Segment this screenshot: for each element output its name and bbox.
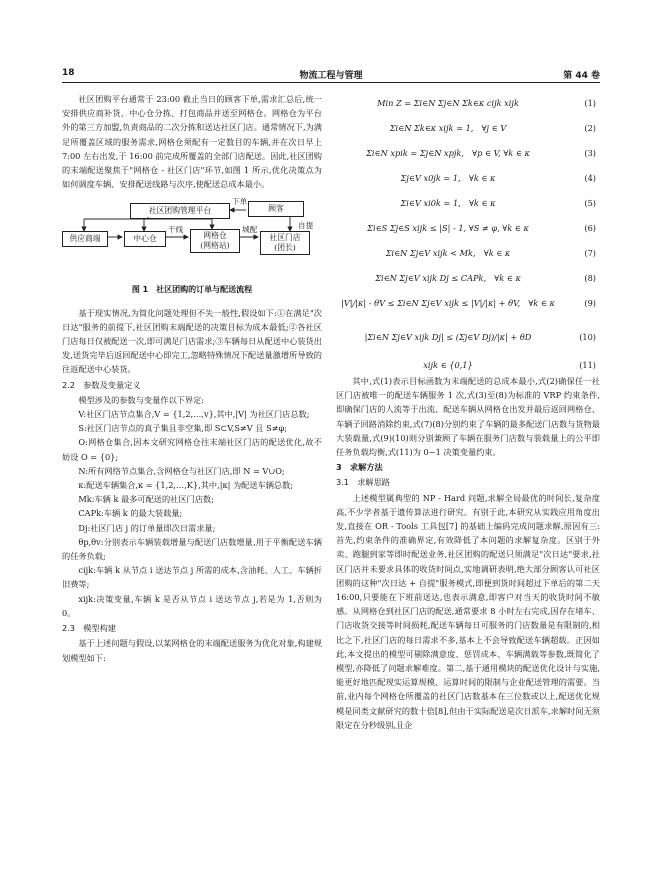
definition: κ:配送车辆集合,κ = {1,2,…,K},其中,|κ| 为配送车辆总数; — [78, 480, 294, 491]
definition: Dj:社区门店 j 的订单量即次日需求量; — [78, 522, 216, 533]
definition: N:所有网络节点集合,含网格仓与社区门店,即 N = V∪O; — [78, 465, 285, 476]
definition: CAPk:车辆 k 的最大装载量; — [78, 508, 183, 519]
customer-box: 顾客 — [248, 201, 304, 217]
equation — [336, 117, 600, 142]
equation-number: (7) — [584, 248, 596, 258]
community-store-box — [260, 231, 310, 255]
section-heading: 2.2 参数及变量定义 — [62, 379, 141, 390]
equation-expr: |V|/|κ| - θV ≤ Σi∈N Σj∈V xijk ≤ |V|/|κ| + θV, ∀k ∈ κ — [341, 298, 555, 308]
section-heading: 2.3 模型构建 — [62, 623, 116, 634]
equation-expr: Σi∈N Σj∈V xijk Dj ≤ CAPk, ∀k ∈ κ — [375, 273, 521, 283]
equation-number: (6) — [584, 223, 596, 233]
equation-number: (1) — [584, 98, 596, 108]
equation-expr: Σi∈V xi0k = 1, ∀k ∈ κ — [400, 198, 496, 208]
self-pickup-label: 自提 — [298, 221, 314, 231]
equation-expr: Σi∈N xpik = Σj∈N xpjk, ∀p ∈ V, ∀k ∈ κ — [366, 148, 530, 158]
right-column — [336, 92, 600, 732]
equation-number: (2) — [584, 123, 596, 133]
volume-label: 第 44 卷 — [563, 71, 600, 81]
equation — [336, 92, 600, 117]
equation-expr: xijk ∈ {0,1} — [423, 360, 473, 370]
city-delivery-label: 城配 — [242, 225, 258, 235]
section-heading: 3 求解方法 — [336, 462, 383, 473]
left-column — [62, 92, 322, 665]
central-warehouse-box: 中心仓 — [124, 231, 166, 247]
definition: 模型涉及的参数与变量作以下界定: — [78, 394, 204, 405]
equation-expr: Σi∈N Σj∈V xijk < Mk, ∀k ∈ κ — [385, 248, 511, 258]
equation-expr: Σi∈N Σk∈κ xijk = 1, ∀j ∈ V — [389, 123, 507, 133]
journal-title: 物流工程与管理 — [299, 71, 363, 81]
definition: Mk:车辆 k 最多可配送的社区门店数; — [78, 494, 214, 505]
equation — [336, 142, 600, 167]
definition: S:社区门店节点的真子集且非空集,即 S⊂V,S≠V 且 S≠φ; — [78, 423, 288, 434]
paragraph: 基于现实情况,为简化问题处理但不失一般性,假设如下:①在满足"次日达"服务的前提下,社区团购末端配送的决策目标为成本最低;②各社区门店每日仅被配送一次,即可满足门店需求;③车辆每日从配送中心装货出发,送货完毕后返回配送中心即完工,忽略特殊情况下配送量激增所导致的往返配送中心装货。 — [62, 307, 322, 375]
equation-expr: |Σi∈N Σj∈V xijk Dj| ≤ (Σj∈V Dj)/|κ| + θD — [364, 332, 532, 342]
equation-number: (8) — [584, 273, 596, 283]
equation-expr: Min Z = Σi∈N Σj∈N Σk∈κ cijk xijk — [377, 98, 519, 108]
definition: O:网格仓集合,因本文研究网格仓往末端社区门店的配送优化,故不妨设 O = {0}; — [62, 437, 322, 462]
equation-number: (10) — [579, 332, 596, 342]
page-header — [62, 68, 600, 82]
grid-station-label: (网格站) — [200, 241, 230, 251]
equation — [336, 167, 600, 192]
definition: xijk:决策变量,车辆 k 是否从节点 i 送达节点 j,若是为 1,否则为 0。 — [62, 593, 322, 618]
community-store-label: 社区门店 — [269, 233, 301, 243]
trunk-label: 干线 — [168, 225, 184, 235]
equation — [336, 354, 600, 374]
equation — [336, 217, 600, 242]
definition: θp,θv:分别表示车辆装载增量与配送门店数增量,用于平衡配送车辆的任务负载; — [62, 536, 322, 562]
definition: cijk:车辆 k 从节点 i 送达节点 j 所需的成本,含油耗、人工、车辆折旧费等; — [62, 565, 322, 590]
paragraph: 社区团购平台通常于 23:00 截止当日的顾客下单,需求汇总后,统一安排供应商补货、中心仓分拣、打包商品并送至网格仓。网格仓为平台外的第三方加盟,负责商品的二次分拣和送达社区门店。通常情况下,为满足所覆盖区域的服务需求,网格仓须配有一定数目的车辆,并在次日早上 7:00 左右出发,于 16:00 前完成所覆盖的全部门店配送。因此,社区团购的末端配送聚焦于"网格仓 - 社区门店"环节,如图 1 所示,优化决策点为如何调度车辆、安排配送线路与次序,使配送总成本最小。 — [62, 94, 322, 190]
definition: V:社区门店节点集合,V = {1,2,…,v},其中,|V| 为社区门店总数; — [78, 409, 310, 420]
order-label: 下单 — [232, 197, 248, 207]
equation — [336, 292, 600, 322]
equation-number: (5) — [584, 198, 596, 208]
equation-block — [336, 92, 600, 374]
section-heading: 3.1 求解思路 — [336, 477, 390, 488]
equation-number: (11) — [579, 360, 596, 370]
platform-box: 社区团购管理平台 — [130, 203, 230, 219]
equation — [336, 192, 600, 217]
figure-caption: 图 1 社区团购的订单与配送流程 — [131, 285, 253, 295]
paragraph: 基于上述问题与假设,以某网格仓的末端配送服务为优化对象,构建规划模型如下: — [62, 638, 322, 663]
grid-warehouse-box — [190, 229, 240, 253]
equation — [336, 267, 600, 292]
group-leader-label: (团长) — [274, 243, 296, 253]
equation-number: (3) — [584, 148, 596, 158]
page-number: 18 — [62, 68, 75, 78]
supplier-box: 供应商端 — [62, 231, 108, 247]
figure-1-diagram — [62, 197, 322, 277]
equation — [336, 322, 600, 354]
header-rule — [62, 82, 600, 83]
paragraph: 上述模型属典型的 NP - Hard 问题,求解全局最优的时间长,复杂度高,不少学者基于遗传算法进行研究。有别于此,本研究从实践应用角度出发,直接在 OR - Tools 工具包[7] 的基础上编码完成问题求解,原因有三:首先,约束条件的准确界定,有效降低了本问题的求解复杂度。区别于外卖、跑腿到家等即时配送业务,社区团购的配送只须满足"次日达"要求,社区门店并未要求具体的收货时间点,实地调研表明,绝大部分顾客认可社区团购的这种"次日达 + 自提"服务模式,即便到货时间超过下单后的第二天 16:00,只要能在下班前送达,也表示满意,即客户对当天的收货时间不敏感。从网格仓到社区门店的配送,通常要求 8 小时左右完成,因存在堵车、门店收货交接等时间损耗,配送车辆每日可服务的门店数量是有限制的,相比之下,社区门店的每日需求不多,基本上不会导致配送车辆超载。正因如此,本文提出的模型可剔除满意度、惩罚成本、车辆满载等参数,既简化了模型,亦降低了问题求解难度。第二,基于通用模块的配送优化设计与实施,能更好地匹配现实运算规模、运算时间的限制与企业配送管理的需要。当前,业内每个网格仓所覆盖的社区门店数基本在三位数或以上,配送优化规模是同类文献研究的数十倍[8],但由于实际配送是次日派车,求解时间无须限定在分秒级别,且企 — [336, 492, 600, 730]
equation-number: (4) — [584, 173, 596, 183]
equation — [336, 242, 600, 267]
equation-expr: Σj∈V x0jk = 1, ∀k ∈ κ — [400, 173, 496, 183]
equation-number: (9) — [584, 298, 596, 308]
grid-warehouse-label: 网格仓 — [203, 231, 227, 241]
equation-expr: Σi∈S Σj∈S xijk ≤ |S| - 1, ∀S ≠ φ, ∀k ∈ κ — [367, 223, 529, 233]
paragraph: 其中,式(1)表示目标函数为末端配送的总成本最小,式(2)确保任一社区门店被唯一的配送车辆服务 1 次,式(3)至(8)为标准的 VRP 约束条件,即确保门店的人流等于出流、配送车辆从网格仓出发并最后返回网格仓、车辆子回路消除约束,式(7)(8)分别约束了车辆的最多配送门店数与货物最大装载量,式(9)(10)则分别兼顾了车辆在服务门店数与装载量上的公平即任务负载均衡,式(11)为 0~1 决策变量约束。 — [336, 376, 600, 458]
